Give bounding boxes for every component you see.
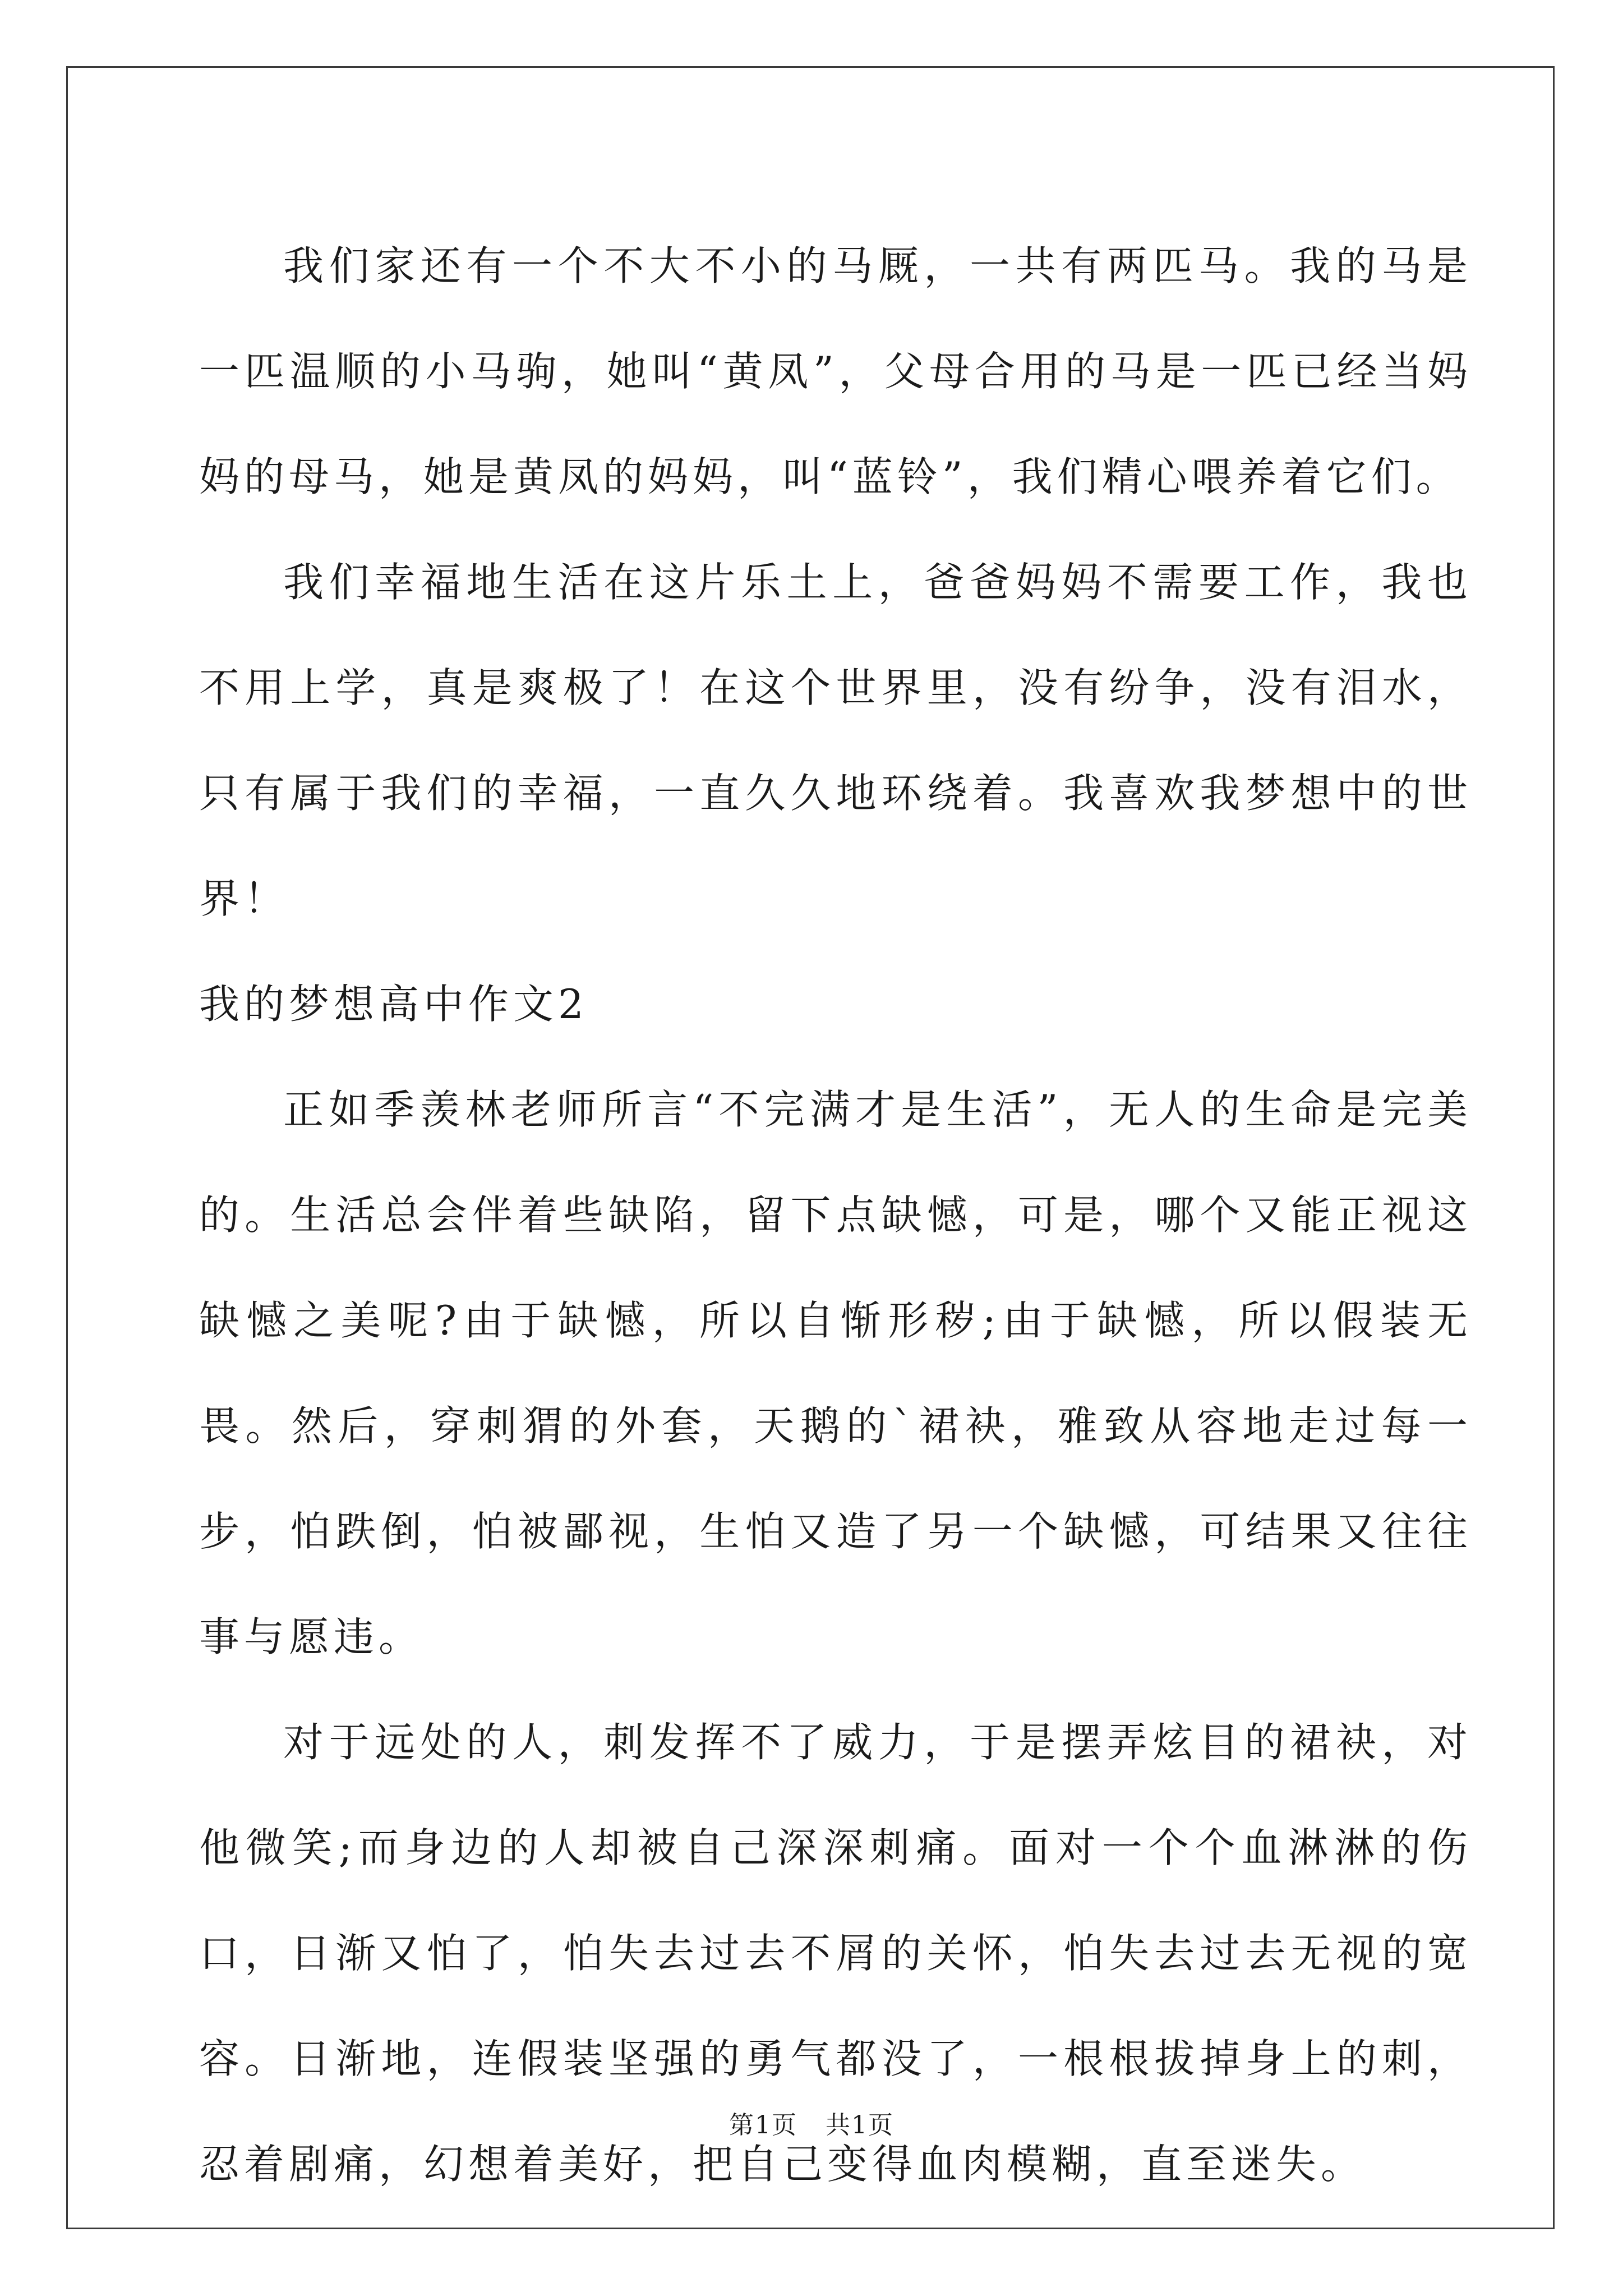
page-footer xyxy=(0,2105,1623,2141)
paragraph-imperfection: 正如季羡林老师所言“不完满才是生活”，无人的生命是完美的。生活总会伴着些缺陷，留下点缺憾，可是，哪个又能正视这缺憾之美呢?由于缺憾，所以自惭形秽;由于缺憾，所以假装无畏。然后，穿刺猬的外套，天鹅的`裙袂，雅致从容地走过每一步，怕跌倒，怕被鄙视，生怕又造了另一个缺憾，可结果又往往事与愿违。 xyxy=(199,1086,1472,1660)
section-heading: 我的梦想高中作文2 xyxy=(199,981,588,1028)
paragraph-thorns: 对于远处的人，刺发挥不了威力，于是摆弄炫目的裙袂，对他微笑;而身边的人却被自己深深刺痛。面对一个个血淋淋的伤口，日渐又怕了，怕失去过去不屑的关怀，怕失去过去无视的宽容。日渐地，连假装坚强的勇气都没了，一根根拔掉身上的刺，忍着剧痛，幻想着美好，把自己变得血肉模糊，直至迷失。 xyxy=(199,1719,1472,2188)
paragraph-happy-life: 我们幸福地生活在这片乐土上，爸爸妈妈不需要工作，我也不用上学，真是爽极了！在这个世界里，没有纷争，没有泪水，只有属于我们的幸福，一直久久地环绕着。我喜欢我梦想中的世界！ xyxy=(199,559,1472,922)
paragraph-stable: 我们家还有一个不大不小的马厩，一共有两匹马。我的马是一匹温顺的小马驹，她叫“黄凤”，父母合用的马是一匹已经当妈妈的母马，她是黄凤的妈妈，叫“蓝铃”，我们精心喂养着它们。 xyxy=(199,242,1472,500)
page-number-current: 第1页 xyxy=(729,2111,797,2139)
page-number-total: 共1页 xyxy=(826,2111,894,2139)
document-body xyxy=(199,213,1472,2217)
